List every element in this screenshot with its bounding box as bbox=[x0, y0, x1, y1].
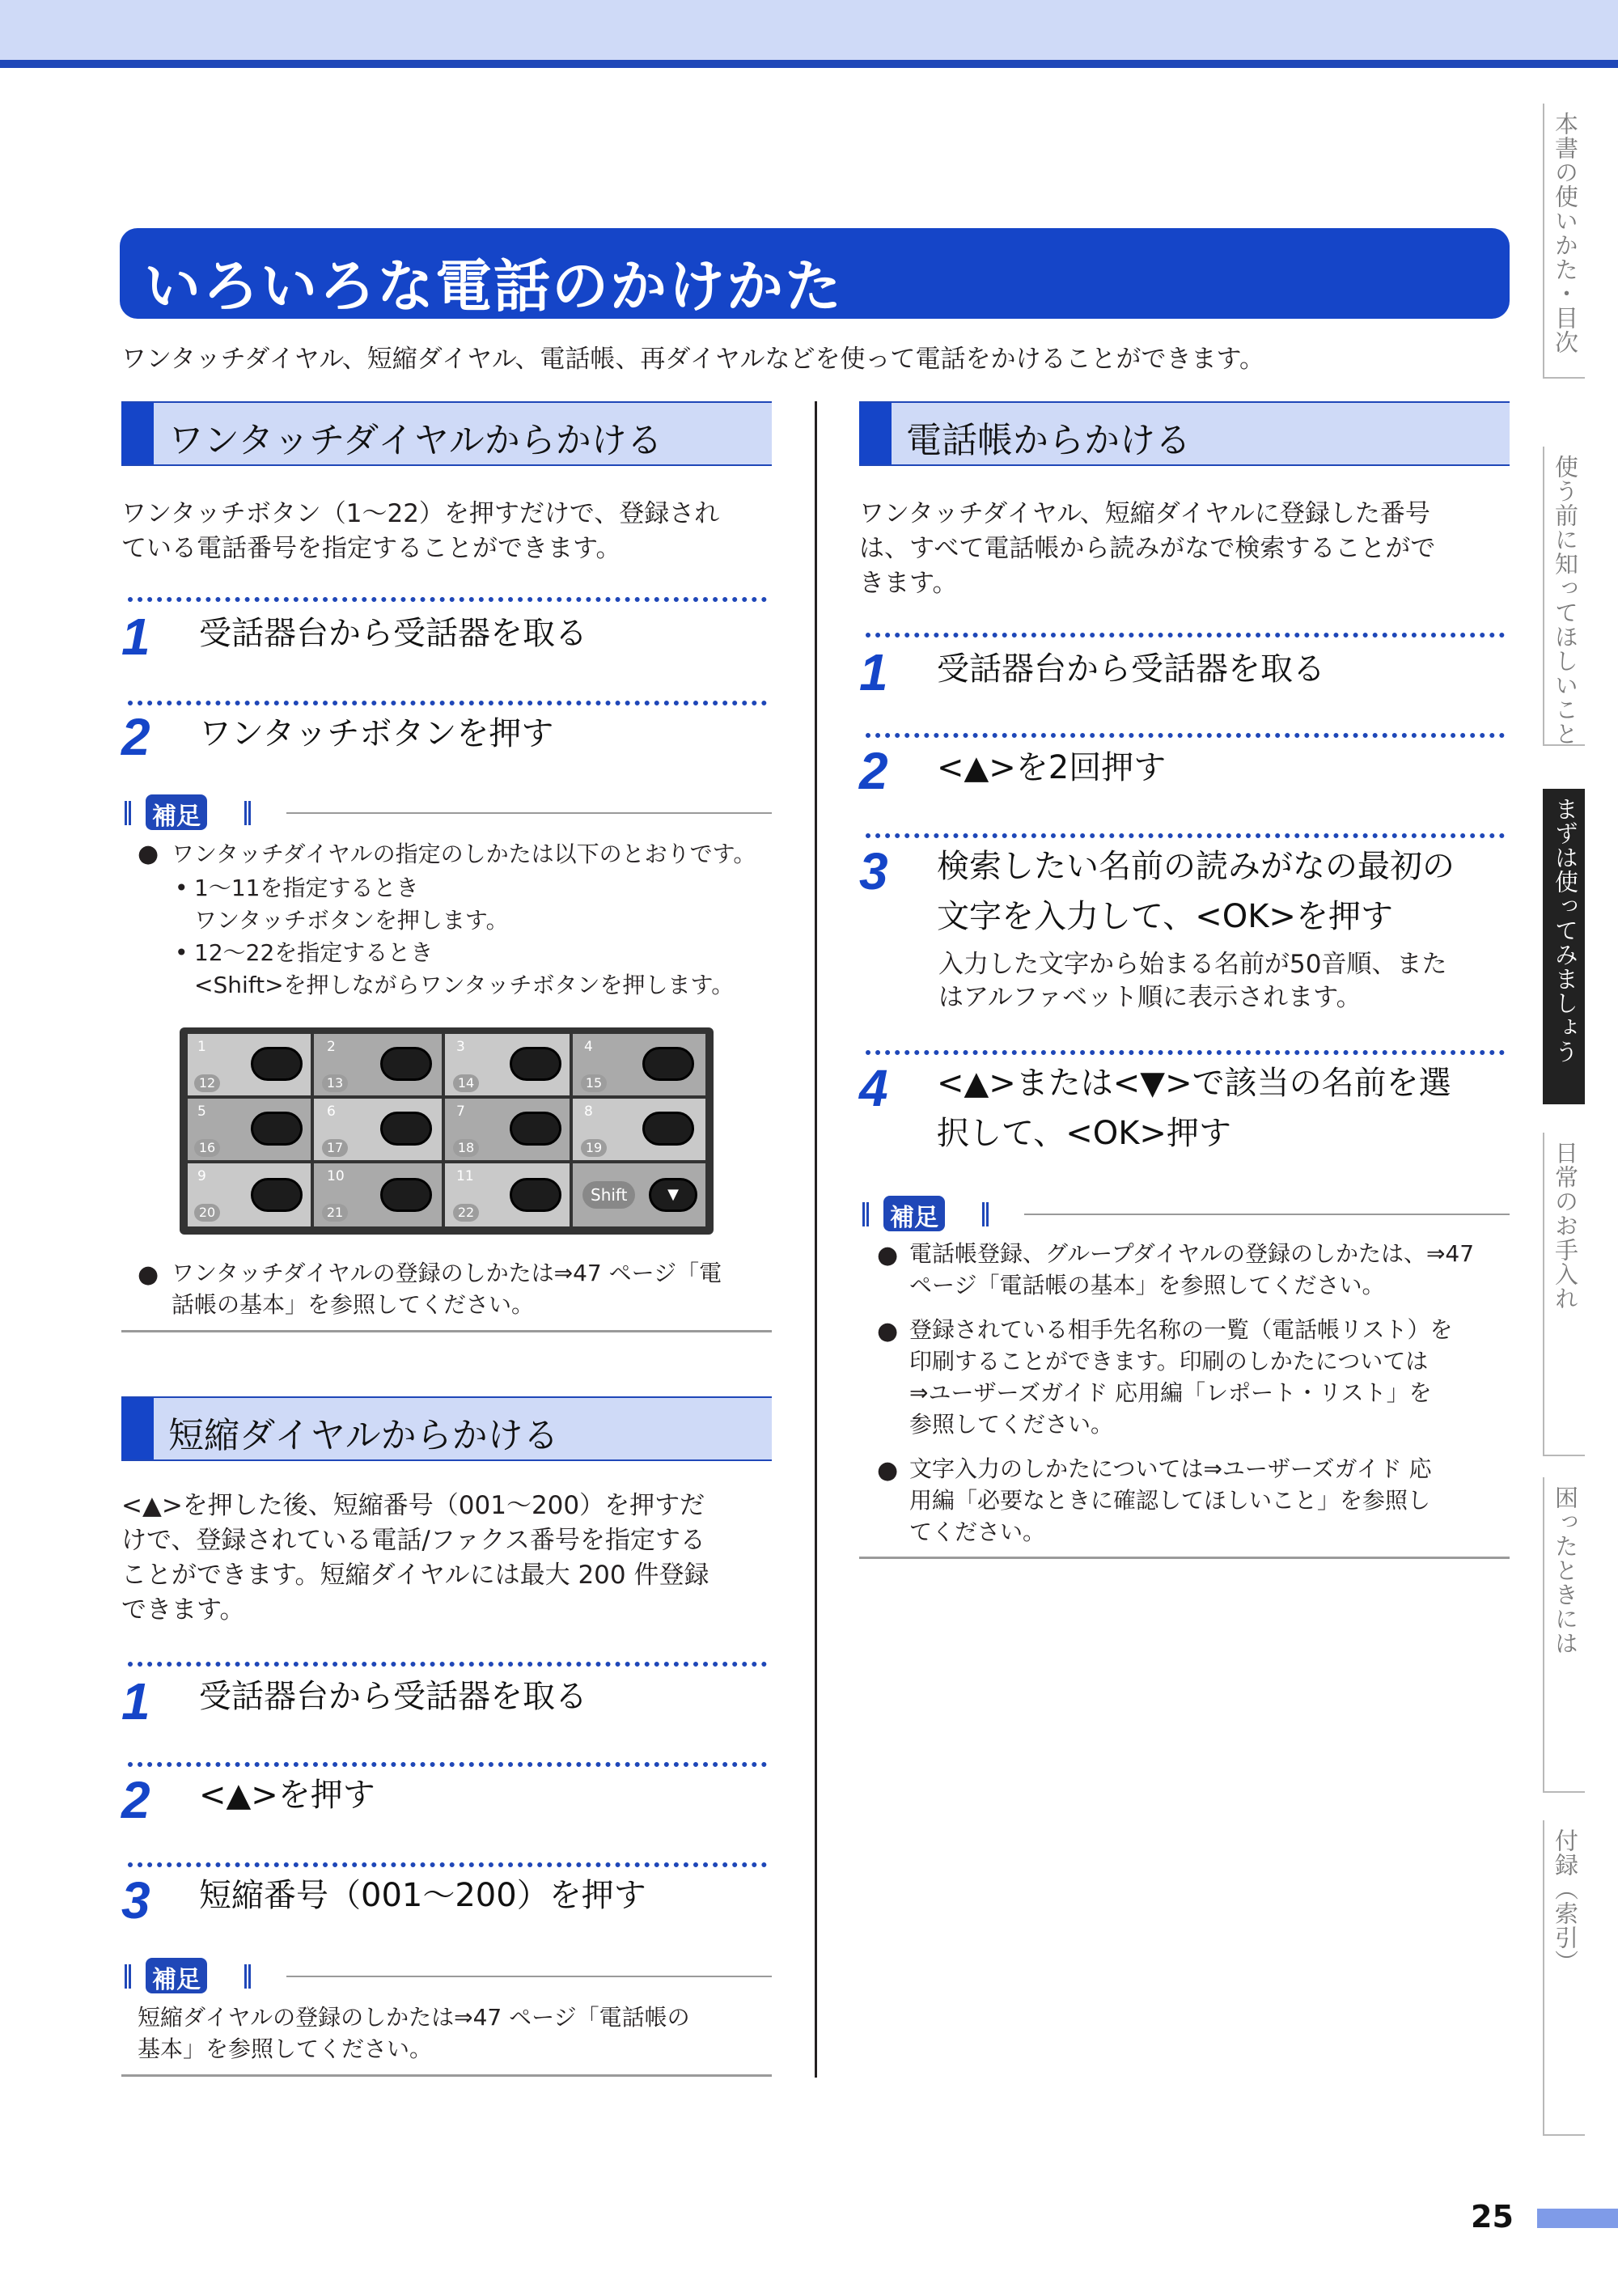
step-text bbox=[937, 841, 1455, 942]
step-divider bbox=[866, 833, 1505, 838]
onetouch-key bbox=[380, 1047, 432, 1081]
note-line: 短縮ダイヤルの登録のしかたは⇒47 ページ「電話帳の bbox=[138, 2004, 690, 2031]
desc-line: ワンタッチボタン（1〜22）を押すだけで、登録され bbox=[121, 499, 720, 528]
keypad-number: 10 bbox=[327, 1168, 345, 1184]
onetouch-key bbox=[380, 1112, 432, 1146]
step-divider bbox=[128, 597, 767, 602]
desc-line: けで、登録されている電話/ファクス番号を指定する bbox=[121, 1526, 705, 1555]
desc-line: ている電話番号を指定することができます。 bbox=[121, 534, 621, 563]
keypad-number: 2 bbox=[327, 1039, 336, 1055]
keypad-sub-number: 14 bbox=[453, 1074, 479, 1092]
bullet-dot-icon: • bbox=[175, 875, 188, 901]
keypad-sub-number: 22 bbox=[453, 1204, 479, 1222]
onetouch-key bbox=[510, 1178, 561, 1212]
note-line: ⇒ユーザーズガイド 応用編「レポート・リスト」を bbox=[909, 1379, 1432, 1406]
hosoku-badge bbox=[125, 1958, 772, 1993]
badge-ticks bbox=[862, 1202, 869, 1226]
badge-ticks bbox=[125, 801, 131, 825]
onetouch-key bbox=[642, 1112, 694, 1146]
note-text: ワンタッチダイヤルの指定のしかたは以下のとおりです。 bbox=[172, 841, 756, 867]
badge-ticks bbox=[982, 1202, 989, 1226]
badge-rule bbox=[1024, 1214, 1510, 1215]
keypad-number: 1 bbox=[197, 1039, 206, 1055]
note-text bbox=[172, 1257, 722, 1320]
hosoku-label: 補足 bbox=[883, 1196, 945, 1231]
note-line: 用編「必要なときに確認してほしいこと」を参照し bbox=[909, 1487, 1431, 1514]
desc-line: できます。 bbox=[121, 1595, 245, 1625]
step-number: 2 bbox=[121, 1771, 150, 1829]
keypad-number: 3 bbox=[456, 1039, 465, 1055]
step-number: 1 bbox=[121, 608, 150, 666]
hosoku-badge bbox=[862, 1196, 1510, 1231]
section-description bbox=[121, 1489, 785, 1628]
step-line: <▲>または<▼>で該当の名前を選 bbox=[937, 1065, 1451, 1102]
side-tab-getting-started[interactable] bbox=[1543, 789, 1585, 1104]
section-header-speed bbox=[121, 1396, 772, 1461]
note-line: 印刷することができます。印刷のしかたについては bbox=[909, 1348, 1429, 1375]
bullet-icon: ● bbox=[877, 1317, 899, 1345]
step-divider bbox=[128, 1662, 767, 1667]
keypad-number: 8 bbox=[584, 1104, 593, 1120]
step-number: 3 bbox=[121, 1871, 150, 1930]
note-line: 文字入力のしかたについては⇒ユーザーズガイド 応 bbox=[909, 1455, 1432, 1482]
badge-rule bbox=[286, 812, 772, 814]
side-tab-label: 本書の使いかた・目次 bbox=[1552, 112, 1579, 354]
step-text bbox=[937, 1058, 1451, 1159]
side-tab-appendix[interactable] bbox=[1543, 1820, 1585, 2136]
badge-ticks bbox=[125, 1964, 131, 1989]
onetouch-keypad-image bbox=[180, 1027, 714, 1235]
onetouch-key bbox=[251, 1178, 303, 1212]
note-line: ワンタッチダイヤルの登録のしかたは⇒47 ページ「電 bbox=[172, 1260, 722, 1286]
column-divider bbox=[815, 401, 817, 2078]
keypad-number: 5 bbox=[197, 1104, 206, 1120]
onetouch-key bbox=[251, 1112, 303, 1146]
step-subtext bbox=[938, 948, 1446, 1015]
onetouch-key bbox=[510, 1047, 561, 1081]
side-tab-label: 日常のお手入れ bbox=[1552, 1141, 1579, 1311]
intro-text: ワンタッチダイヤル、短縮ダイヤル、電話帳、再ダイヤルなどを使って電話をかけることができます。 bbox=[121, 345, 1264, 374]
desc-line: ワンタッチダイヤル、短縮ダイヤルに登録した番号 bbox=[859, 499, 1430, 528]
step-number: 2 bbox=[859, 742, 888, 800]
onetouch-key bbox=[642, 1047, 694, 1081]
step-text: <▲>を2回押す bbox=[937, 749, 1167, 786]
step-line: 検索したい名前の読みがなの最初の bbox=[937, 848, 1455, 885]
step-number: 3 bbox=[859, 842, 888, 900]
badge-rule bbox=[286, 1976, 772, 1977]
step-sub-line: 入力した文字から始まる名前が50音順、また bbox=[938, 950, 1447, 979]
side-tab-before-use[interactable] bbox=[1543, 447, 1585, 746]
step-divider bbox=[128, 701, 767, 705]
side-tab-troubleshooting[interactable] bbox=[1543, 1477, 1585, 1793]
bullet-icon: ● bbox=[877, 1241, 899, 1269]
note-subtitle: 1〜11を指定するとき bbox=[194, 875, 419, 901]
note-subtitle: 12〜22を指定するとき bbox=[194, 939, 434, 966]
note-text bbox=[909, 1453, 1432, 1548]
side-tab-contents[interactable] bbox=[1543, 104, 1585, 379]
note-text bbox=[909, 1238, 1474, 1301]
keypad-sub-number: 12 bbox=[194, 1074, 220, 1092]
keypad-number: 7 bbox=[456, 1104, 465, 1120]
step-divider bbox=[866, 733, 1505, 738]
section-title: 短縮ダイヤルからかける bbox=[168, 1415, 559, 1456]
section-title: 電話帳からかける bbox=[906, 420, 1191, 461]
page-number: 25 bbox=[1471, 2199, 1514, 2235]
note-body: ワンタッチボタンを押します。 bbox=[194, 907, 509, 934]
section-description bbox=[121, 497, 785, 566]
step-number: 1 bbox=[121, 1672, 150, 1730]
keypad-sub-number: 16 bbox=[194, 1139, 220, 1157]
note-line: 電話帳登録、グループダイヤルの登録のしかたは、⇒47 bbox=[909, 1240, 1475, 1267]
note-text bbox=[909, 1314, 1452, 1440]
note-line: 話帳の基本」を参照してください。 bbox=[172, 1291, 535, 1318]
bullet-dot-icon: • bbox=[175, 939, 188, 966]
note-line: 基本」を参照してください。 bbox=[138, 2035, 433, 2062]
section-description bbox=[859, 497, 1523, 601]
badge-ticks bbox=[244, 801, 251, 825]
side-tab-label: まずは使ってみましょう bbox=[1552, 797, 1579, 1064]
bullet-icon: ● bbox=[877, 1456, 899, 1485]
step-text: 受話器台から受話器を取る bbox=[199, 1678, 587, 1715]
keypad-sub-number: 17 bbox=[322, 1139, 348, 1157]
desc-line: きます。 bbox=[859, 569, 958, 598]
step-number: 2 bbox=[121, 708, 150, 766]
note-line: ページ「電話帳の基本」を参照してください。 bbox=[909, 1272, 1385, 1298]
note-line: てください。 bbox=[909, 1519, 1046, 1545]
section-header-accent bbox=[121, 1398, 154, 1459]
step-number: 4 bbox=[859, 1059, 888, 1117]
section-header-accent bbox=[121, 403, 154, 464]
step-line: 択して、<OK>押す bbox=[937, 1115, 1231, 1152]
keypad-sub-number: 21 bbox=[322, 1204, 348, 1222]
step-text: ワンタッチボタンを押す bbox=[199, 715, 554, 752]
page-title: いろいろな電話のかけかた bbox=[144, 253, 843, 320]
onetouch-key bbox=[251, 1047, 303, 1081]
keypad-number: 4 bbox=[584, 1039, 593, 1055]
section-header-onetouch bbox=[121, 401, 772, 466]
keypad-sub-number: 20 bbox=[194, 1204, 220, 1222]
keypad-number: 11 bbox=[456, 1168, 474, 1184]
keypad-sub-number: 15 bbox=[581, 1074, 607, 1092]
top-header-rule bbox=[0, 60, 1618, 68]
step-divider bbox=[866, 633, 1505, 638]
step-divider bbox=[128, 1862, 767, 1867]
note-line: 参照してください。 bbox=[909, 1411, 1114, 1438]
side-tab-label: 使う前に知ってほしいこと bbox=[1552, 455, 1579, 746]
side-tab-label: 困ったときには bbox=[1552, 1485, 1579, 1655]
desc-line: <▲>を押した後、短縮番号（001〜200）を押すだ bbox=[121, 1491, 705, 1520]
hosoku-label: 補足 bbox=[146, 794, 207, 830]
desc-line: は、すべて電話帳から読みがなで検索することがで bbox=[859, 534, 1436, 563]
step-text: <▲>を押す bbox=[199, 1777, 375, 1814]
section-bottom-rule bbox=[121, 2074, 772, 2077]
top-header-band bbox=[0, 0, 1618, 63]
shift-key: Shift bbox=[582, 1181, 635, 1209]
note-body: <Shift>を押しながらワンタッチボタンを押します。 bbox=[194, 972, 735, 998]
note-line: 登録されている相手先名称の一覧（電話帳リスト）を bbox=[909, 1316, 1453, 1343]
keypad-number: 6 bbox=[327, 1104, 336, 1120]
step-text: 受話器台から受話器を取る bbox=[199, 615, 587, 652]
section-title: ワンタッチダイヤルからかける bbox=[168, 420, 663, 461]
section-header-accent bbox=[859, 403, 892, 464]
hosoku-badge bbox=[125, 794, 772, 830]
step-divider bbox=[128, 1762, 767, 1767]
side-tab-maintenance[interactable] bbox=[1543, 1133, 1585, 1456]
title-banner bbox=[120, 228, 1510, 319]
step-text: 受話器台から受話器を取る bbox=[937, 650, 1325, 688]
section-bottom-rule bbox=[859, 1557, 1510, 1559]
note-text bbox=[138, 2002, 690, 2065]
page-number-bar bbox=[1537, 2209, 1618, 2228]
bullet-icon: ● bbox=[138, 840, 159, 868]
step-number: 1 bbox=[859, 643, 888, 701]
bullet-icon: ● bbox=[138, 1260, 159, 1289]
keypad-sub-number: 13 bbox=[322, 1074, 348, 1092]
step-line: 文字を入力して、<OK>を押す bbox=[937, 898, 1393, 935]
onetouch-key bbox=[510, 1112, 561, 1146]
badge-ticks bbox=[244, 1964, 251, 1989]
step-text: 短縮番号（001〜200）を押す bbox=[199, 1877, 646, 1914]
step-divider bbox=[866, 1050, 1505, 1055]
keypad-number: 9 bbox=[197, 1168, 206, 1184]
down-arrow-key: ▼ bbox=[649, 1178, 697, 1212]
section-bottom-rule bbox=[121, 1330, 772, 1332]
keypad-sub-number: 19 bbox=[581, 1139, 607, 1157]
onetouch-key bbox=[380, 1178, 432, 1212]
hosoku-label: 補足 bbox=[146, 1958, 207, 1993]
keypad-sub-number: 18 bbox=[453, 1139, 479, 1157]
desc-line: ことができます。短縮ダイヤルには最大 200 件登録 bbox=[121, 1561, 709, 1590]
section-header-phonebook bbox=[859, 401, 1510, 466]
step-sub-line: はアルファベット順に表示されます。 bbox=[938, 983, 1362, 1012]
side-tab-label: 付録（索引） bbox=[1552, 1828, 1579, 1974]
